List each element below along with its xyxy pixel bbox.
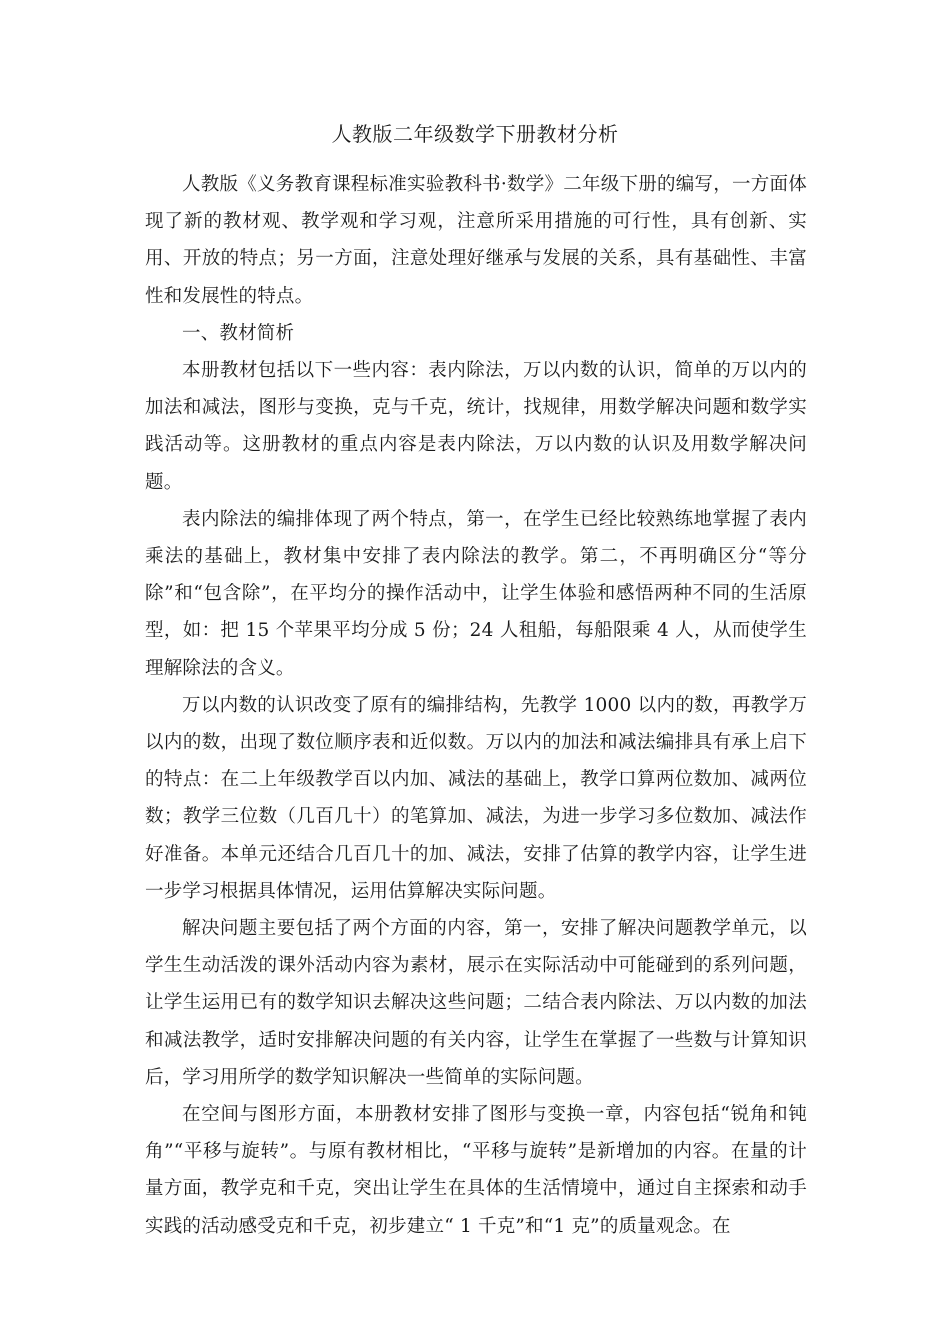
body-paragraph: 在空间与图形方面，本册教材安排了图形与变换一章，内容包括“锐角和钝角”“平移与旋转”。与原有教材相比，“平移与旋转”是新增加的内容。在量的计量方面，教学克和千克，突出让学生在具体的生活情境中，通过自主探索和动手实践的活动感受克和千克，初步建立“ 1 千克”和“1 克”的质量观念。在: [145, 1104, 807, 1237]
intro-paragraph: 人教版《义务教育课程标准实验教科书·数学》二年级下册的编写，一方面体现了新的教材观、教学观和学习观，注意所采用措施的可行性，具有创新、实用、开放的特点；另一方面，注意处理好继承与发展的关系，具有基础性、丰富性和发展性的特点。: [145, 174, 807, 307]
body-paragraph: 万以内数的认识改变了原有的编排结构，先教学 1000 以内的数，再教学万以内的数，出现了数位顺序表和近似数。万以内的加法和减法编排具有承上启下的特点：在二上年级教学百以内加、减法的基础上，教学口算两位数加、减两位数；教学三位数（几百几十）的笔算加、减法，为进一步学习多位数加、减法作好准备。本单元还结合几百几十的加、减法，安排了估算的教学内容，让学生进一步学习根据具体情况，运用估算解决实际问题。: [145, 694, 807, 902]
body-paragraph: 本册教材包括以下一些内容：表内除法，万以内数的认识，简单的万以内的加法和减法，图形与变换，克与千克，统计，找规律，用数学解决问题和数学实践活动等。这册教材的重点内容是表内除法，万以内数的认识及用数学解决问题。: [145, 360, 807, 493]
section-heading: 一、教材简析: [182, 322, 295, 344]
document-body: [145, 166, 807, 1245]
body-paragraph: 表内除法的编排体现了两个特点，第一，在学生已经比较熟练地掌握了表内乘法的基础上，教材集中安排了表内除法的教学。第二，不再明确区分“等分除”和“包含除”，在平均分的操作活动中，让学生体验和感悟两种不同的生活原型，如：把 15 个苹果平均分成 5 份；24 人租船，每船限乘 4 人，从而使学生理解除法的含义。: [145, 508, 807, 679]
body-paragraph: 解决问题主要包括了两个方面的内容，第一，安排了解决问题教学单元，以学生生动活泼的课外活动内容为素材，展示在实际活动中可能碰到的系列问题，让学生运用已有的数学知识去解决这些问题；二结合表内除法、万以内数的加法和减法教学，适时安排解决问题的有关内容，让学生在掌握了一些数与计算知识后，学习用所学的数学知识解决一些简单的实际问题。: [145, 918, 807, 1088]
document-title: 人教版二年级数学下册教材分析: [331, 122, 619, 146]
